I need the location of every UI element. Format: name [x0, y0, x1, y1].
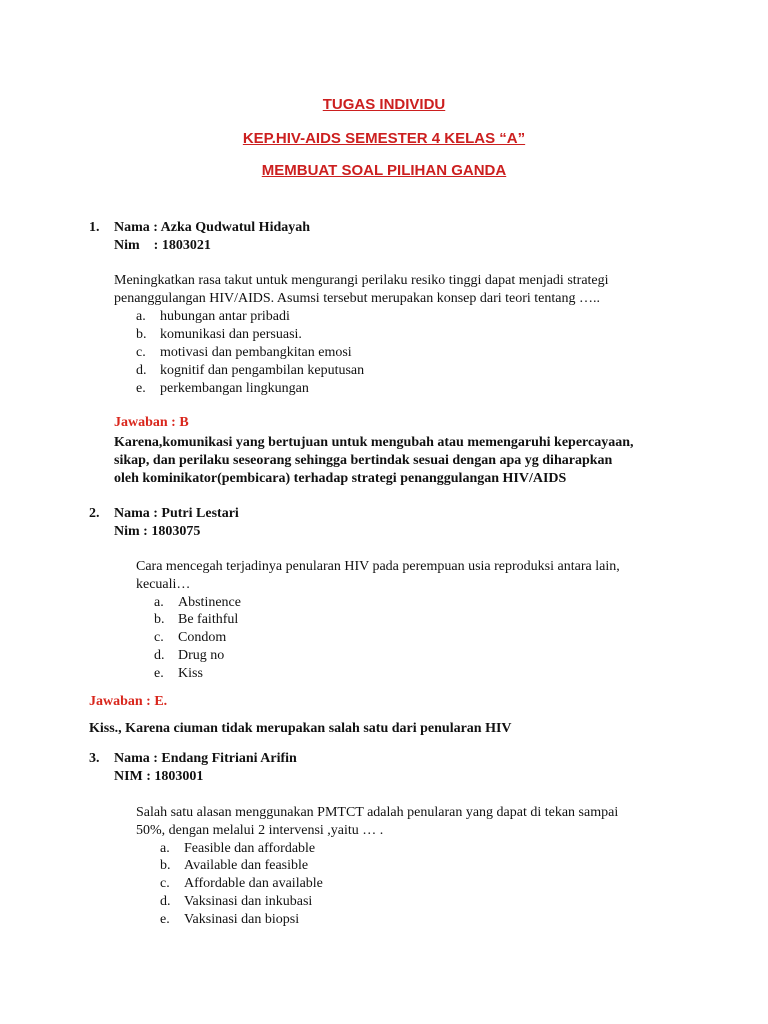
q2-nim: Nim : 1803075: [114, 524, 201, 539]
q2-option-c: [154, 629, 226, 647]
q1-answer: Jawaban : B: [114, 415, 189, 430]
option-letter: c.: [154, 630, 164, 645]
q1-explanation-line-3: oleh kominikator(pembicara) terhadap strategi penanggulangan HIV/AIDS: [114, 471, 567, 486]
title-line-2: KEP.HIV-AIDS SEMESTER 4 KELAS “A”: [242, 130, 526, 147]
option-letter: e.: [136, 381, 146, 396]
option-text: Condom: [178, 630, 227, 645]
q3-option-c: [160, 875, 323, 893]
q1-nim: Nim : 1803021: [114, 238, 211, 253]
q2-name: Nama : Putri Lestari: [114, 506, 239, 521]
option-text: motivasi dan pembangkitan emosi: [160, 345, 352, 360]
q1-option-c: [136, 344, 352, 362]
option-letter: b.: [136, 327, 147, 342]
q2-option-a: [154, 594, 241, 612]
option-letter: d.: [136, 363, 147, 378]
q1-question-line-2: penanggulangan HIV/AIDS. Asumsi tersebut merupakan konsep dari teori tentang …..: [114, 291, 601, 306]
q3-option-d: [160, 893, 312, 911]
option-text: Be faithful: [178, 612, 239, 627]
option-text: komunikasi dan persuasi.: [160, 327, 302, 342]
option-letter: a.: [154, 595, 164, 610]
option-letter: b.: [154, 612, 165, 627]
q3-question-line-2: 50%, dengan melalui 2 intervensi ,yaitu … .: [136, 823, 384, 838]
q3-option-b: [160, 857, 308, 875]
q2-answer: Jawaban : E.: [89, 694, 168, 709]
option-text: Feasible dan affordable: [184, 841, 316, 856]
option-letter: d.: [154, 648, 165, 663]
option-text: Drug no: [178, 648, 225, 663]
q2-option-b: [154, 611, 238, 629]
q1-option-b: [136, 326, 302, 344]
q2-question-line-1: Cara mencegah terjadinya penularan HIV pada perempuan usia reproduksi antara lain,: [136, 559, 620, 574]
option-text: Available dan feasible: [184, 858, 309, 873]
q3-option-e: [160, 911, 299, 929]
option-text: Abstinence: [178, 595, 241, 610]
option-letter: c.: [136, 345, 146, 360]
q2-option-d: [154, 647, 224, 665]
option-text: kognitif dan pengambilan keputusan: [160, 363, 365, 378]
option-letter: a.: [160, 841, 170, 856]
option-text: Kiss: [178, 666, 203, 681]
option-text: Vaksinasi dan inkubasi: [184, 894, 313, 909]
q2-option-e: [154, 665, 203, 683]
title-line-1: TUGAS INDIVIDU: [322, 96, 446, 113]
option-letter: d.: [160, 894, 171, 909]
q2-explanation: Kiss., Karena ciuman tidak merupakan salah satu dari penularan HIV: [89, 721, 512, 736]
q1-option-e: [136, 380, 309, 398]
q1-explanation-line-1: Karena,komunikasi yang bertujuan untuk mengubah atau memengaruhi kepercayaan,: [114, 435, 634, 450]
q2-question-line-2: kecuali…: [136, 577, 191, 592]
q3-nim: NIM : 1803001: [114, 769, 204, 784]
option-letter: b.: [160, 858, 171, 873]
q1-explanation-line-2: sikap, dan perilaku seseorang sehingga bertindak sesuai dengan apa yg diharapkan: [114, 453, 613, 468]
q2-number: 2.: [89, 506, 100, 521]
q1-name: Nama : Azka Qudwatul Hidayah: [114, 220, 311, 235]
option-letter: a.: [136, 309, 146, 324]
q3-number: 3.: [89, 751, 100, 766]
option-letter: e.: [154, 666, 164, 681]
q1-number: 1.: [89, 220, 100, 235]
q1-option-a: [136, 308, 290, 326]
title-line-3: MEMBUAT SOAL PILIHAN GANDA: [261, 162, 507, 179]
q1-option-d: [136, 362, 364, 380]
q3-option-a: [160, 840, 315, 858]
option-letter: c.: [160, 876, 170, 891]
q3-question-line-1: Salah satu alasan menggunakan PMTCT adalah penularan yang dapat di tekan sampai: [136, 805, 619, 820]
option-text: Vaksinasi dan biopsi: [184, 912, 300, 927]
option-text: Affordable dan available: [184, 876, 323, 891]
q3-name: Nama : Endang Fitriani Arifin: [114, 751, 297, 766]
q1-question-line-1: Meningkatkan rasa takut untuk mengurangi perilaku resiko tinggi dapat menjadi strategi: [114, 273, 609, 288]
option-text: hubungan antar pribadi: [160, 309, 290, 324]
option-letter: e.: [160, 912, 170, 927]
option-text: perkembangan lingkungan: [160, 381, 309, 396]
